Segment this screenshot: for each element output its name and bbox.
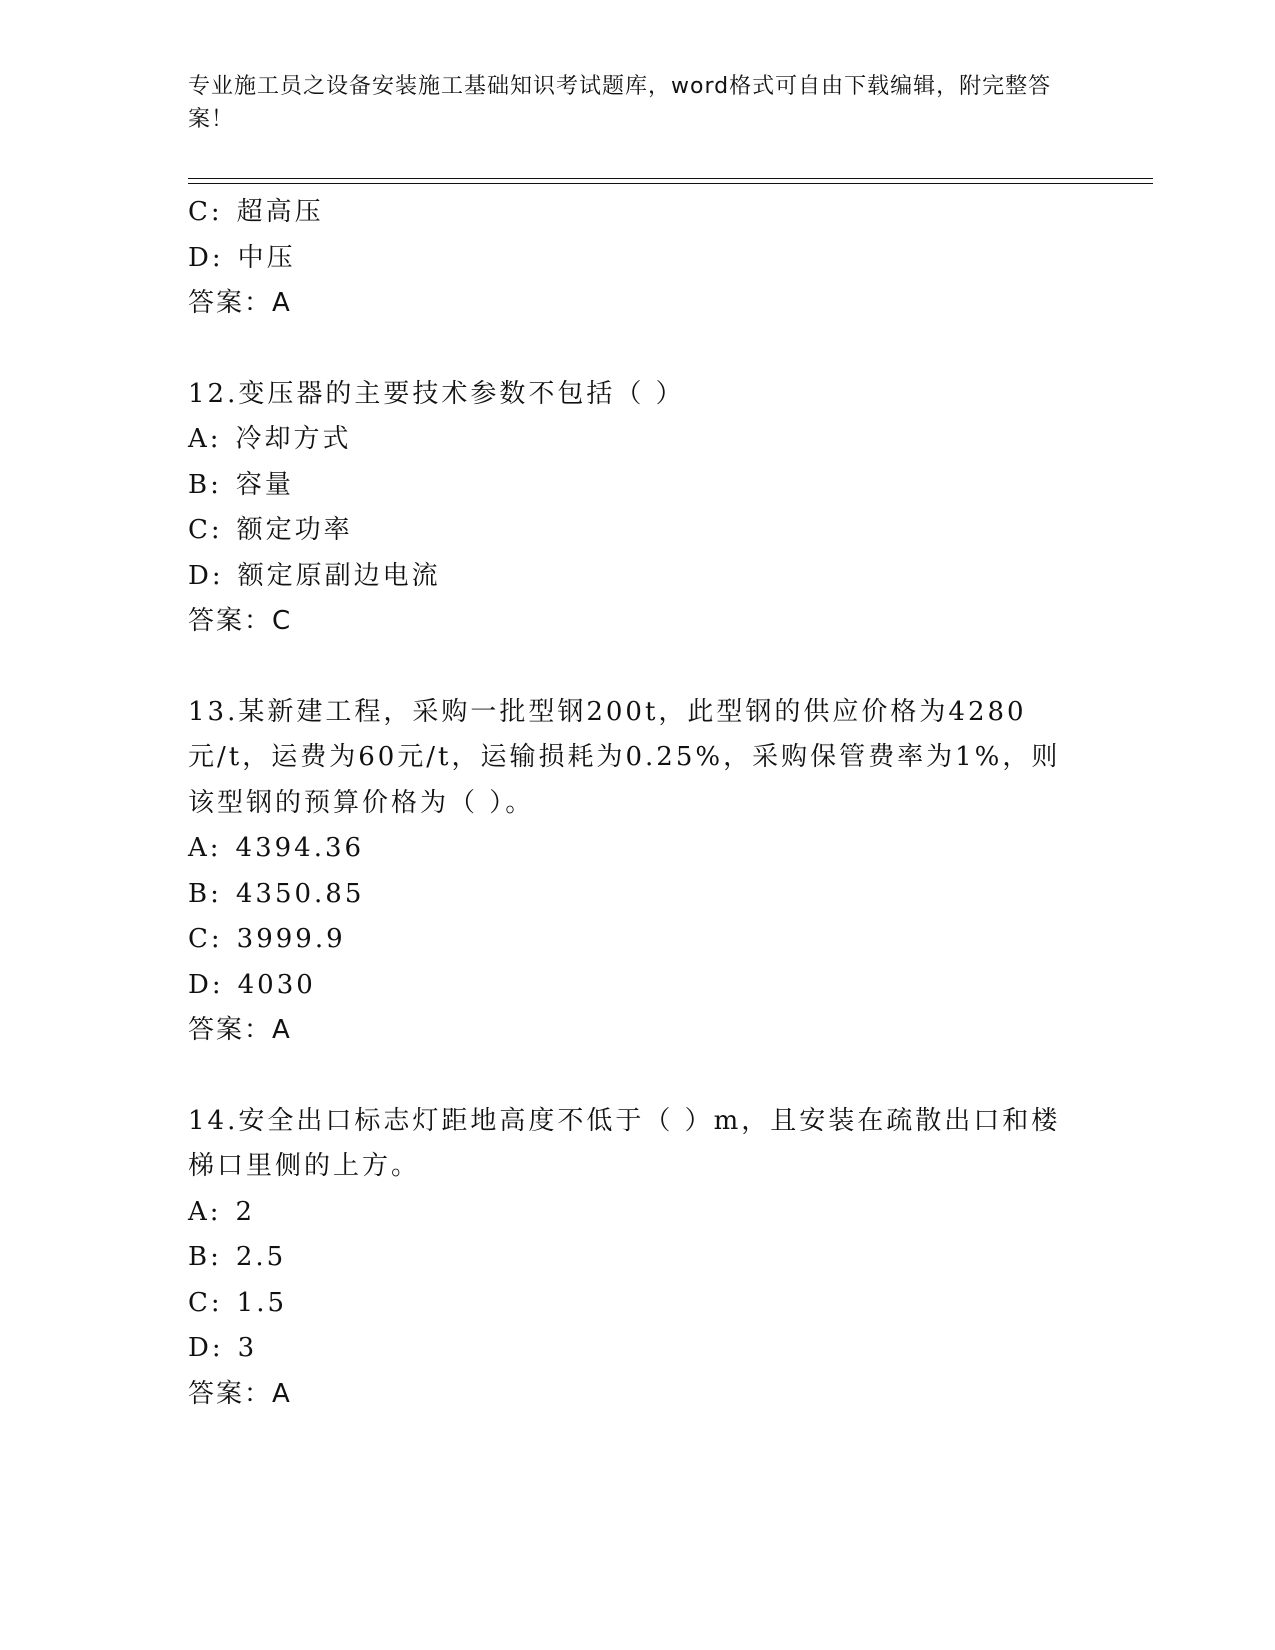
option-key: C: — [188, 197, 223, 227]
option-text: 容量 — [235, 469, 294, 500]
option-d — [188, 554, 1088, 600]
document-header — [188, 70, 1068, 136]
option-b — [188, 463, 1088, 509]
option-key: A: — [188, 1196, 222, 1227]
question-text: 12.变压器的主要技术参数不包括（ ） — [188, 378, 685, 409]
answer-line: 答案：A — [188, 288, 292, 318]
answer-line: 答案：C — [188, 606, 293, 636]
option-d — [188, 963, 1088, 1009]
option-text: 超高压 — [236, 197, 324, 227]
option-text: 4350.85 — [235, 878, 365, 909]
header-divider-bottom — [188, 183, 1153, 184]
option-key: C: — [188, 924, 223, 954]
option-key: D: — [188, 1333, 224, 1363]
answer-line: 答案：A — [188, 1378, 292, 1409]
question-text: 14.安全出口标志灯距地高度不低于（ ）m，且安装在疏散出口和楼梯口里侧的上方。 — [188, 1105, 1061, 1181]
option-c — [188, 917, 1088, 963]
option-c — [188, 190, 1088, 236]
option-a — [188, 417, 1088, 463]
option-d — [188, 1326, 1088, 1372]
option-d — [188, 236, 1088, 282]
header-title: 专业施工员之设备安装施工基础知识考试题库，word格式可自由下载编辑，附完整答案！ — [188, 74, 1052, 132]
option-text: 冷却方式 — [235, 424, 352, 454]
option-key: C: — [188, 515, 223, 545]
question-12 — [188, 372, 1088, 645]
option-text: 2.5 — [235, 1242, 287, 1272]
option-a — [188, 1190, 1088, 1236]
option-text: 额定功率 — [236, 515, 353, 545]
option-text: 2 — [235, 1196, 256, 1227]
option-key: B: — [188, 878, 222, 909]
question-13 — [188, 690, 1088, 1054]
option-key: B: — [188, 1242, 222, 1272]
question-14 — [188, 1099, 1088, 1418]
option-c — [188, 1281, 1088, 1327]
option-text: 额定原副边电流 — [237, 560, 441, 591]
option-key: A: — [188, 833, 222, 863]
question-11-fragment — [188, 190, 1088, 327]
option-text: 4030 — [237, 969, 316, 1000]
option-text: 3 — [237, 1333, 258, 1363]
header-divider-top — [188, 178, 1153, 179]
option-key: D: — [188, 560, 224, 591]
answer-line: 答案：A — [188, 1015, 292, 1045]
option-a — [188, 826, 1088, 872]
option-b — [188, 1235, 1088, 1281]
question-list — [188, 190, 1088, 1417]
option-key: B: — [188, 469, 222, 500]
option-text: 中压 — [237, 242, 296, 273]
option-b — [188, 872, 1088, 918]
option-key: A: — [188, 424, 222, 454]
question-text: 13.某新建工程，采购一批型钢200t，此型钢的供应价格为4280元/t，运费为60元/t，运输损耗为0.25%，采购保管费率为1%，则该型钢的预算价格为（ ）。 — [188, 696, 1061, 818]
option-key: C: — [188, 1287, 223, 1318]
option-c — [188, 508, 1088, 554]
option-text: 1.5 — [236, 1287, 288, 1318]
option-text: 4394.36 — [235, 833, 365, 863]
option-key: D: — [188, 242, 224, 273]
option-text: 3999.9 — [236, 924, 346, 954]
option-key: D: — [188, 969, 224, 1000]
